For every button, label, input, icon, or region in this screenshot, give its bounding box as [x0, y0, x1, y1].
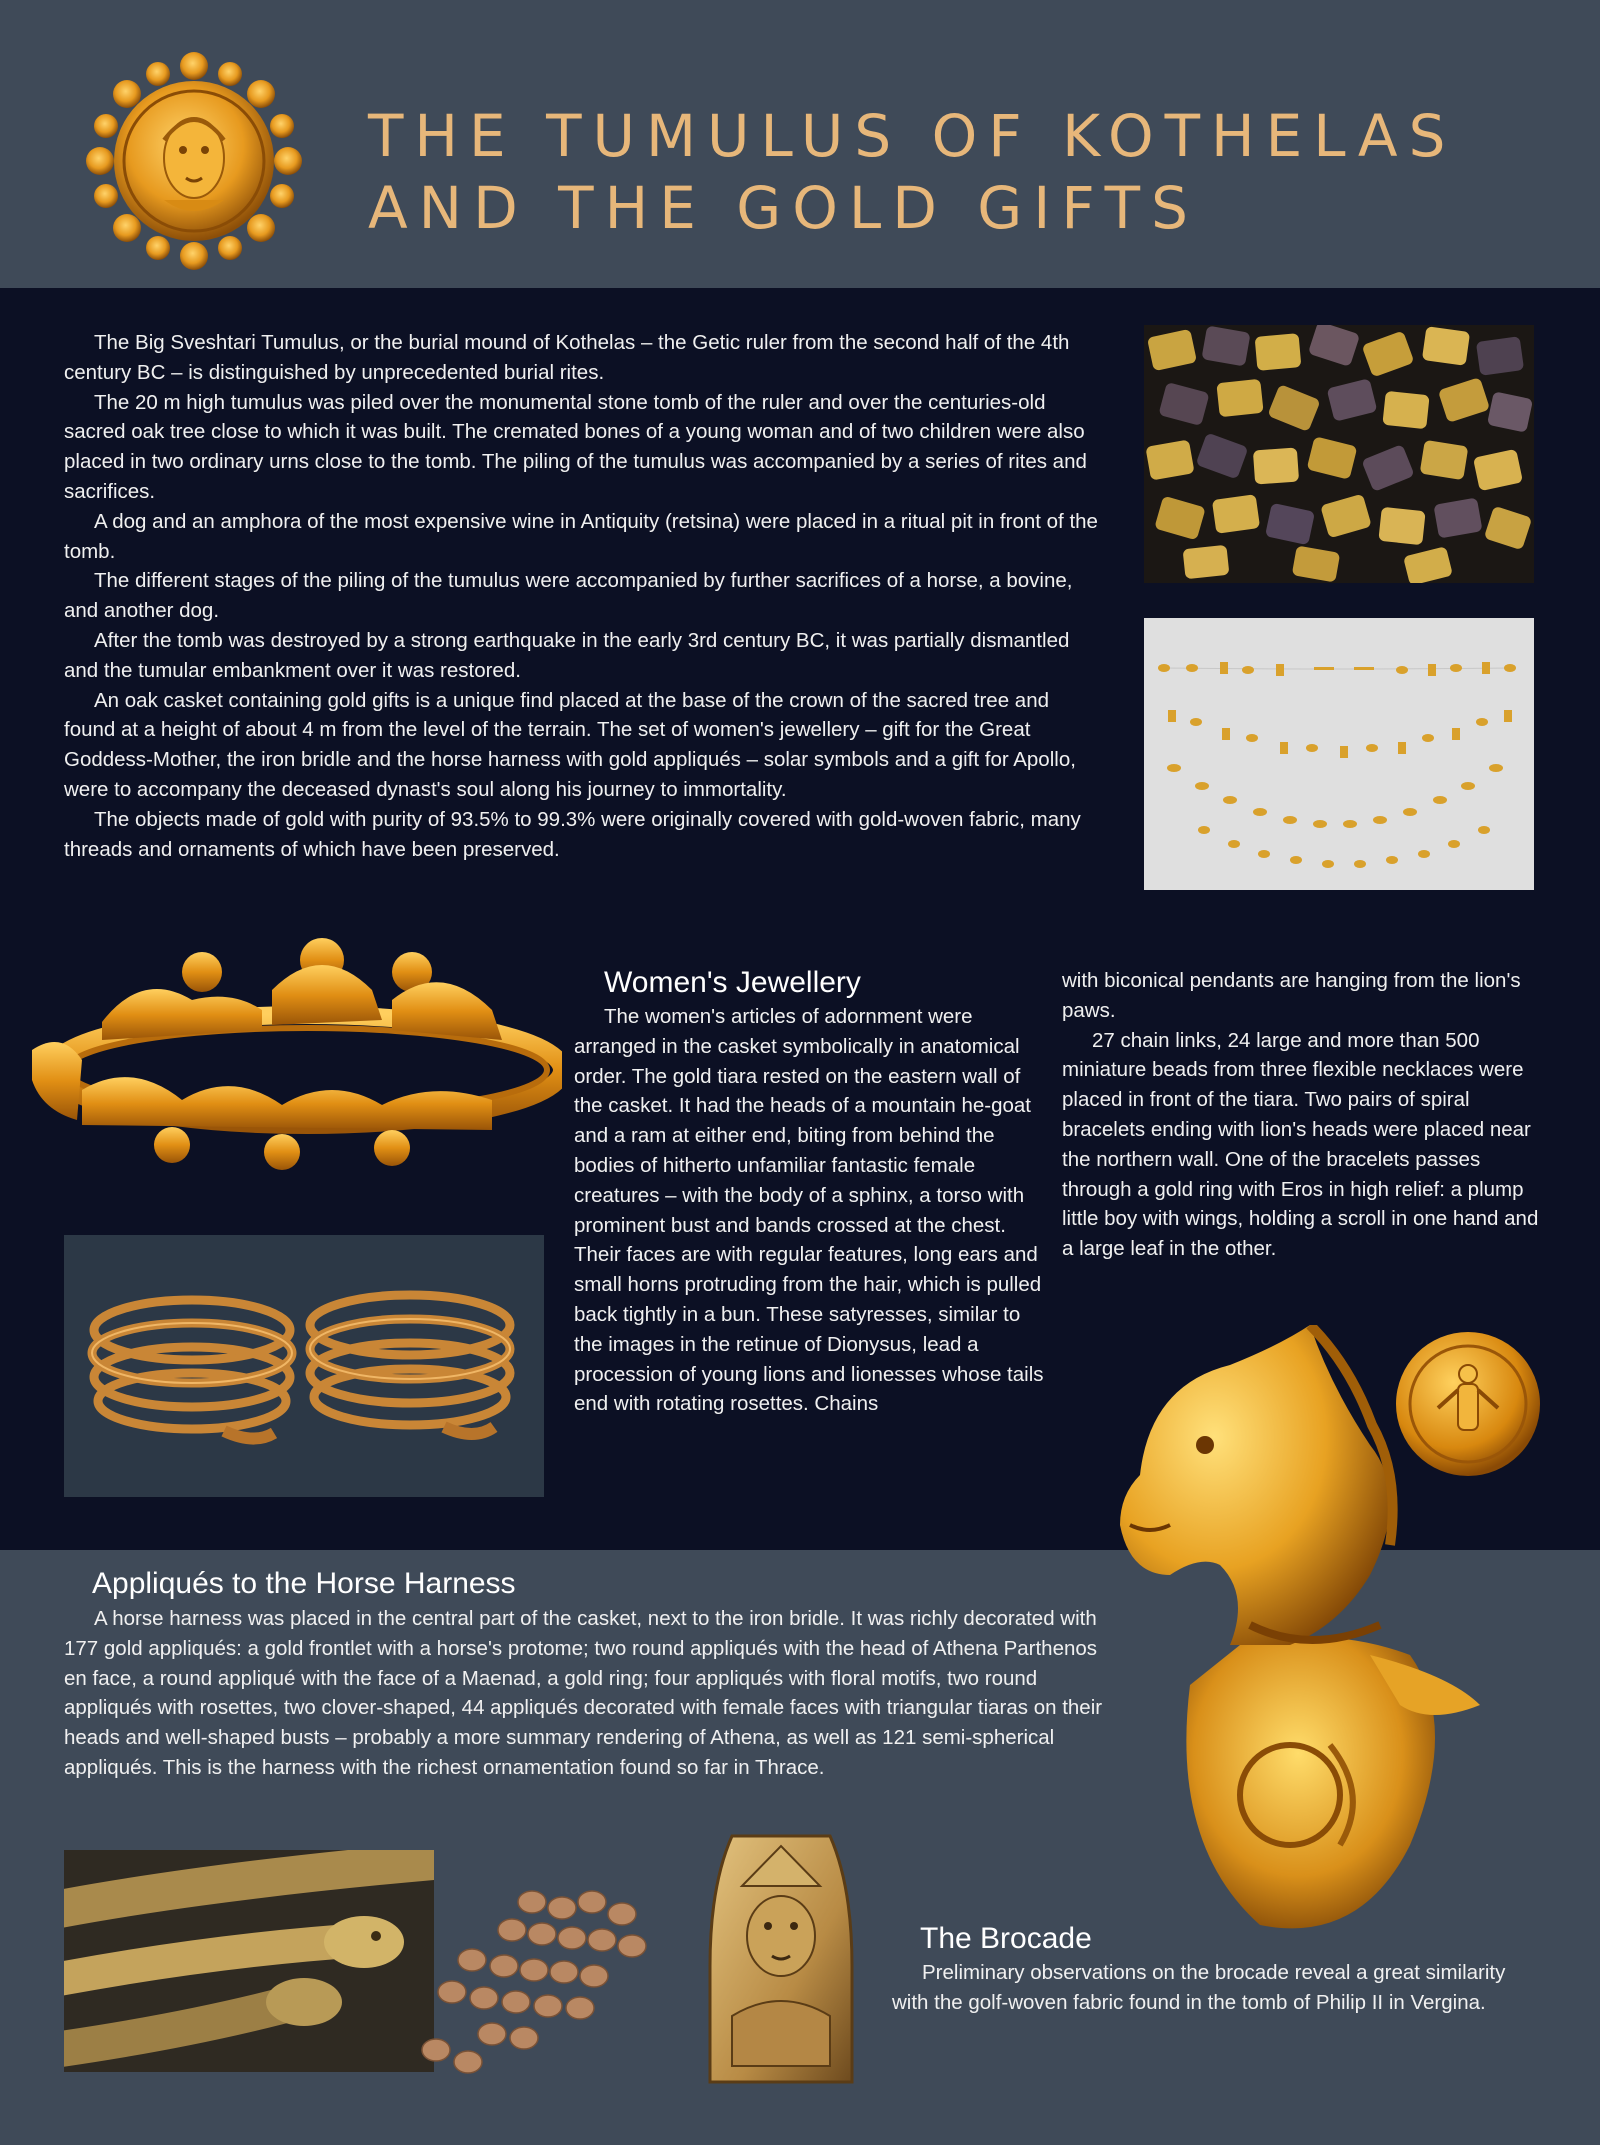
intro-paragraph: The 20 m high tumulus was piled over the monumental stone tomb of the ruler and over the centuries-old sacred oak tree close to which it was built. The cremated bones of a young woman and of two children were also placed in two ordinary urns close to the tomb. The piling of the tumulus was accompanied by a series of rites and sacrifices. — [64, 390, 1087, 503]
intro-paragraph: An oak casket containing gold gifts is a unique find placed at the base of the crown of the sacred tree and found at a height of about 4 m from the level of the terrain. The set of women's jewellery – gift for the Great Goddess-Mother, the iron bridle and the horse harness with gold appliqués – solar symbols and a gift for Apollo, were to accompany the deceased dynast's soul along his journey to immortality. — [64, 688, 1076, 801]
womens-jewellery-col1 — [574, 1002, 1046, 1419]
harness-heading: Appliqués to the Horse Harness — [92, 1567, 516, 1600]
gold-tiara-image — [22, 930, 562, 1188]
intro-paragraph: After the tomb was destroyed by a strong earthquake in the early 3rd century BC, it was partially dismantled and the tumular embankment over it was restored. — [64, 628, 1070, 682]
womens-jewellery-text-2: 27 chain links, 24 large and more than 500 miniature beads from three flexible necklaces were placed in front of the tiara. Two pairs of spiral bracelets ending with lion's heads were placed near the northern wall. One of the bracelets passes through a gold ring with Eros in high relief: a plump little boy with wings, holding a scroll in one hand and a large leaf in the other. — [1062, 1028, 1539, 1261]
intro-paragraph: A dog and an amphora of the most expensive wine in Antiquity (retsina) were placed in a ritual pit in front of the tomb. — [64, 509, 1098, 563]
title-line-2: AND THE GOLD GIFTS — [368, 174, 1199, 242]
womens-jewellery-col2 — [1062, 966, 1540, 1264]
face-applique-image — [702, 1826, 860, 2092]
intro-paragraph: The Big Sveshtari Tumulus, or the burial mound of Kothelas – the Getic ruler from the second half of the 4th century BC – is distinguished by unprecedented burial rites. — [64, 331, 1070, 384]
womens-jewellery-text-cont: with biconical pendants are hanging from the lion's paws. — [1062, 969, 1521, 1022]
intro-paragraph: The different stages of the piling of the tumulus were accompanied by further sacrifices of a horse, a bovine, and another dog. — [64, 569, 1073, 623]
beads-photo — [1144, 618, 1534, 890]
intro-paragraph: The objects made of gold with purity of 93.5% to 99.3% were originally covered with gold-woven fabric, many threads and ornaments of which have been preserved. — [64, 807, 1081, 861]
brocade-text: Preliminary observations on the brocade reveal a great similarity with the golf-woven fabric found in the tomb of Philip II in Vergina. — [892, 1961, 1506, 2014]
title-line-1: THE TUMULUS OF KOTHELAS — [368, 102, 1457, 170]
gold-medallion-image — [78, 50, 310, 272]
harness-text-block — [64, 1604, 1114, 1783]
appliques-photo — [1144, 325, 1534, 583]
womens-jewellery-heading: Women's Jewellery — [604, 966, 861, 999]
bracelet-detail-photo — [64, 1850, 434, 2072]
brocade-heading: The Brocade — [920, 1922, 1092, 1955]
harness-text: A horse harness was placed in the central part of the casket, next to the iron bridle. It was richly decorated with 177 gold appliqués: a gold frontlet with a horse's protome; two round appliqués with the head of Athena Parthenos en face, a round appliqué with the face of a Maenad, a gold ring; four appliqués with floral motifs, two round appliqués with rosettes, two clover-shaped, 44 appliqués decorated with female faces with triangular tiaras on their heads and well-shaped busts – probably a more summary rendering of Athena, as well as 121 semi-spherical appliqués. This is the harness with the richest ornamentation found so far in Thrace. — [64, 1607, 1103, 1779]
semi-spherical-appliques-image — [412, 1880, 682, 2080]
horse-frontlet-image — [1110, 1325, 1490, 1945]
spiral-bracelets-photo — [64, 1235, 544, 1497]
brocade-text-block — [892, 1958, 1512, 2018]
page-title — [368, 100, 1456, 244]
womens-jewellery-text: The women's articles of adornment were arranged in the casket symbolically in anatomical order. The gold tiara rested on the eastern wall of the casket. It had the heads of a mountain he-goat and a ram at either end, biting from behind the bodies of hitherto unfamiliar fantastic female creatures – with the body of a sphinx, a torso with prominent bust and bands crossed at the chest. Their faces are with regular features, long ears and small horns protruding from the hair, which is pulled back tightly in a bun. These satyresses, similar to the images in the retinue of Dionysus, lead a procession of young lions and lionesses whose tails end with rotating rosettes. Chains — [574, 1005, 1044, 1416]
intro-text — [64, 328, 1104, 864]
